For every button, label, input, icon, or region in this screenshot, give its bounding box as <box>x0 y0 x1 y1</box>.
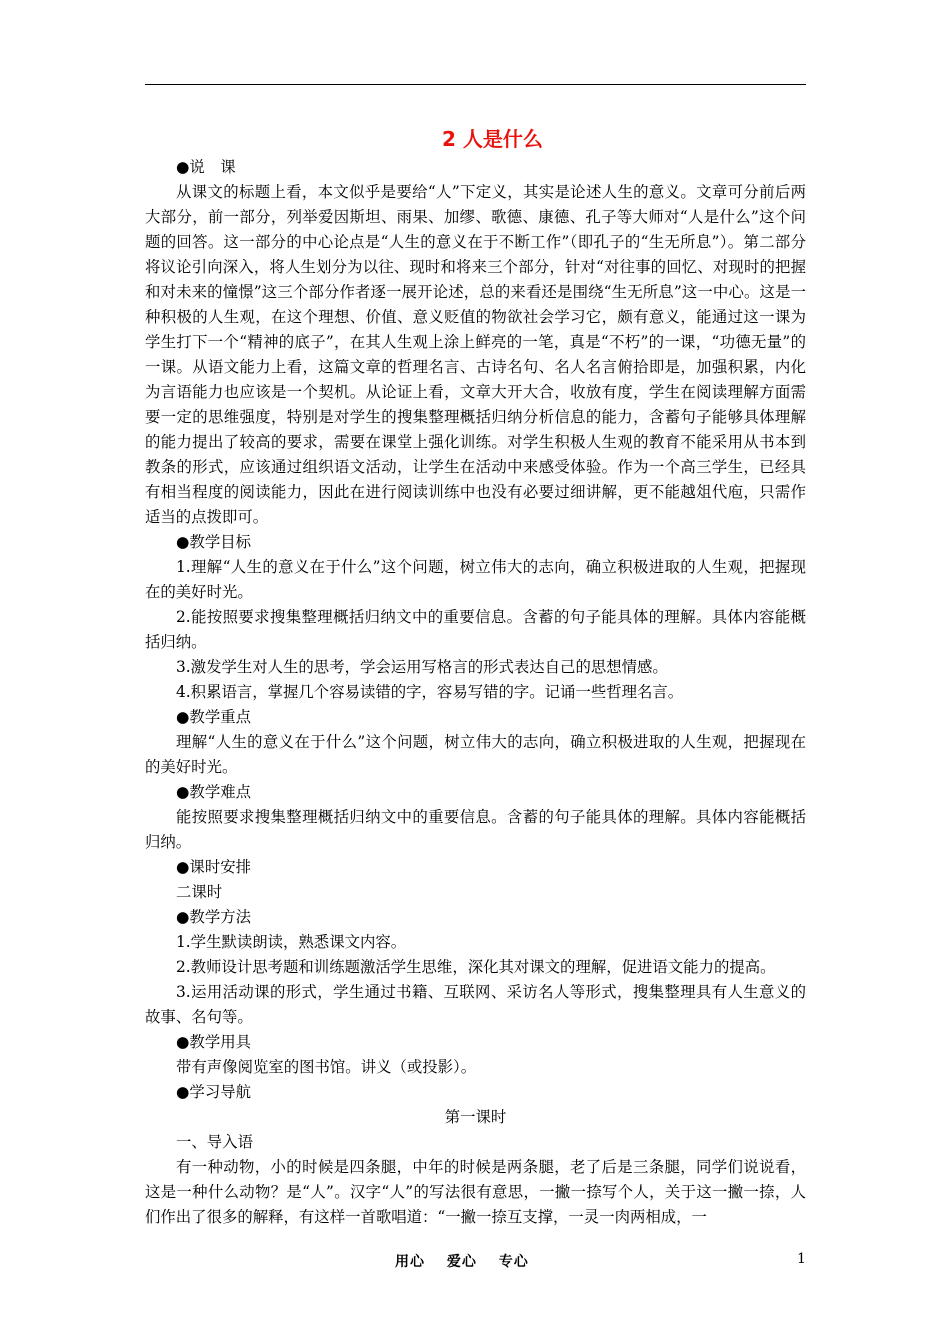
section-heading-goals: ●教学目标 <box>176 533 251 551</box>
header-rule <box>145 84 806 85</box>
document-body <box>145 124 806 1230</box>
section-heading-methods: ●教学方法 <box>176 908 251 926</box>
goal-item-3: 3.激发学生对人生的思考，学会运用写格言的形式表达自己的思想情感。 <box>176 658 668 676</box>
paragraph-shuoke: 从课文的标题上看，本文似乎是要给“人”下定义，其实是论述人生的意义。文章可分前后两大部分，前一部分，列举爱因斯坦、雨果、加缪、歌德、康德、孔子等大师对“人是什么”这个问题的回答。这一部分的中心论点是“人生的意义在于不断工作”（即孔子的“生无所息”）。第二部分将议论引向深入，将人生划分为以往、现时和将来三个部分，针对“对往事的回忆、对现时的把握和对未来的憧憬”这三个部分作者逐一展开论述，总的来看还是围绕“生无所息”这一中心。这是一种积极的人生观，在这个理想、价值、意义贬值的物欲社会学习它，颇有意义，能通过这一课为学生打下一个“精神的底子”，在其人生观上涂上鲜亮的一笔，真是“不朽”的一课，“功德无量”的一课。从语文能力上看，这篇文章的哲理名言、古诗名句、名人名言俯拾即是，加强积累，内化为言语能力也应该是一个契机。从论证上看，文章大开大合，收放有度，学生在阅读理解方面需要一定的思维强度，特别是对学生的搜集整理概括归纳分析信息的能力，含蓄句子能够具体理解的能力提出了较高的要求，需要在课堂上强化训练。对学生积极人生观的教育不能采用从书本到教条的形式，应该通过组织语文活动，让学生在活动中来感受体验。作为一个高三学生，已经具有相当程度的阅读能力，因此在进行阅读训练中也没有必要过细讲解，更不能越俎代庖，只需作适当的点拨即可。 <box>145 183 806 526</box>
goal-item-2: 2.能按照要求搜集整理概括归纳文中的重要信息。含蓄的句子能具体的理解。具体内容能概括归纳。 <box>145 608 806 651</box>
goal-item-1: 1.理解“人生的意义在于什么”这个问题，树立伟大的志向，确立积极进取的人生观，把握现在的美好时光。 <box>145 558 806 601</box>
document-title: 2 人是什么 <box>442 127 543 151</box>
paragraph-intro: 有一种动物，小的时候是四条腿，中年的时候是两条腿，老了后是三条腿，同学们说说看，这是一种什么动物？是“人”。汉字“人”的写法很有意思，一撇一捺写个人，关于这一撇一捺，人们作出了很多的解释，有这样一首歌唱道：“一撇一捺互支撑，一灵一肉两相成，一 <box>145 1158 806 1226</box>
paragraph-difficulties: 能按照要求搜集整理概括归纳文中的重要信息。含蓄的句子能具体的理解。具体内容能概括归纳。 <box>145 808 806 851</box>
section-heading-difficulties: ●教学难点 <box>176 783 251 801</box>
paragraph-key-points: 理解“人生的意义在于什么”这个问题，树立伟大的志向，确立积极进取的人生观，把握现在的美好时光。 <box>145 733 806 776</box>
goal-item-4: 4.积累语言，掌握几个容易读错的字，容易写错的字。记诵一些哲理名言。 <box>176 683 684 701</box>
page-number: 1 <box>797 1251 806 1267</box>
section-heading-shuoke: ●说 课 <box>176 158 236 176</box>
section-heading-key-points: ●教学重点 <box>176 708 251 726</box>
page-footer: 用心 爱心 专心 <box>395 1254 529 1270</box>
method-item-1: 1.学生默读朗读，熟悉课文内容。 <box>176 933 407 951</box>
method-item-2: 2.教师设计思考题和训练题激活学生思维，深化其对课文的理解，促进语文能力的提高。 <box>176 958 776 976</box>
section-heading-tools: ●教学用具 <box>176 1033 251 1051</box>
lesson-heading: 第一课时 <box>444 1108 507 1126</box>
method-item-3: 3.运用活动课的形式，学生通过书籍、互联网、采访名人等形式，搜集整理具有人生意义的故事、名句等。 <box>145 983 806 1026</box>
section-heading-schedule: ●课时安排 <box>176 858 251 876</box>
paragraph-tools: 带有声像阅览室的图书馆。讲义（或投影）。 <box>176 1058 477 1076</box>
section-heading-guide: ●学习导航 <box>176 1083 251 1101</box>
paragraph-schedule: 二课时 <box>176 883 223 901</box>
intro-heading: 一、导入语 <box>176 1133 253 1151</box>
